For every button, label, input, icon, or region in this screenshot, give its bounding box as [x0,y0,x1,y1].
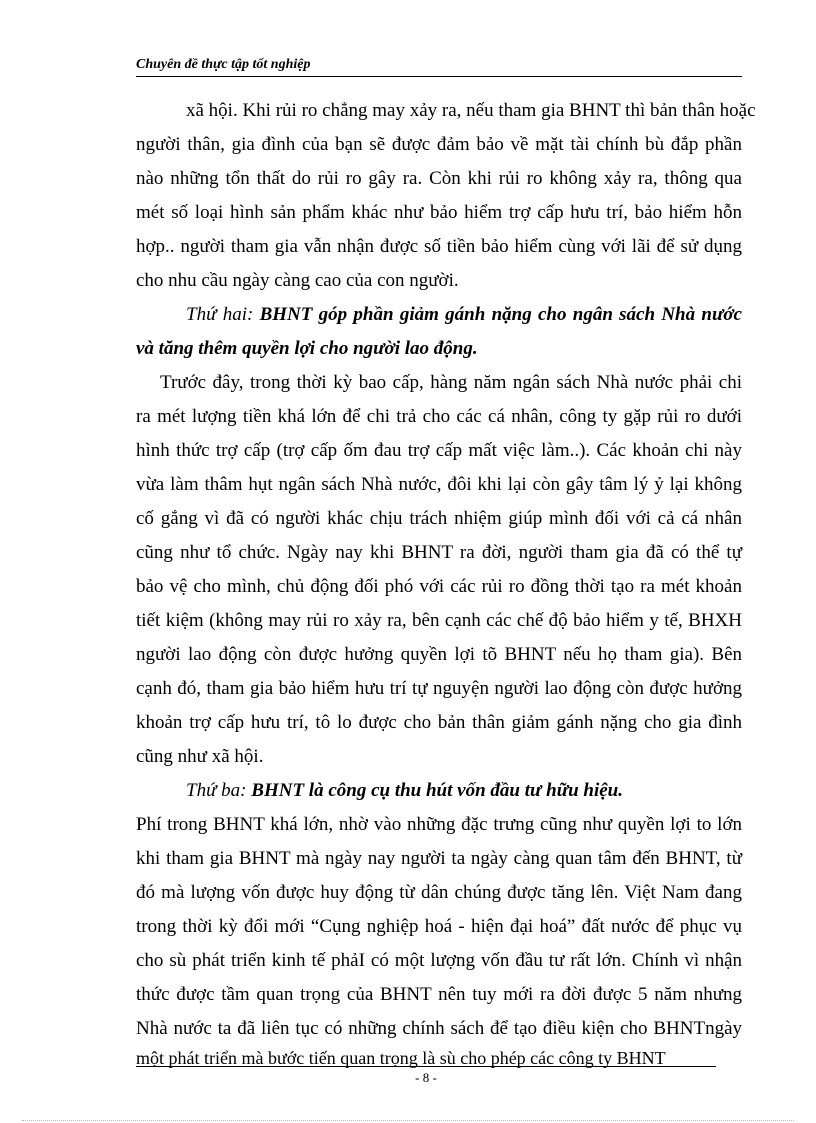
para2-line-8: tiết kiệm (không may rủi ro xảy ra, bên cạnh các chế độ bảo hiểm y tế, BHXH [136,610,742,631]
para1-line-3: nào những tổn thất do rủi ro gây ra. Còn khi rủi ro không xảy ra, thông qua [136,168,742,189]
para1-line-2: người thân, gia đình của bạn sẽ được đảm bảo về mặt tài chính bù đắp phần [136,134,742,155]
para3-line-4: trong thời kỳ đổi mới “Cụng nghiệp hoá - hiện đại hoá” đất nước để phục vụ [136,916,742,937]
para3-line-5: cho sù phát triển kinh tế phảI có một lượng vốn đầu tư rất lớn. Chính vì nhận [136,950,742,971]
para1-line-5: hợp.. người tham gia vẫn nhận được số tiền bảo hiểm cùng với lãi để sử dụng [136,236,742,257]
para2-line-9: người lao động còn được hưởng quyền lợi tõ BHNT nếu họ tham gia). Bên [136,644,742,665]
page-number: - 8 - [415,1070,437,1085]
heading-3-lead: Thứ ba: [186,780,247,801]
para2-line-4: vừa làm thâm hụt ngân sách Nhà nước, đôi khi lại còn gây tâm lý ỷ lại không [136,474,742,495]
para2-line-6: cũng như tổ chức. Ngày nay khi BHNT ra đời, người tham gia đã có thể tự [136,542,742,563]
heading-2-line-2: và tăng thêm quyền lợi cho người lao động. [136,338,478,359]
para1-line-6: cho nhu cầu ngày càng cao của con người. [136,270,459,291]
para3-line-2: khi tham gia BHNT mà ngày nay người ta ngày càng quan tâm đến BHNT, từ [136,848,742,869]
para3-line-6: thức được tầm quan trọng của BHNT nên tuy mới ra đời được 5 năm nhưng [136,984,742,1005]
para2-line-7: bảo vệ cho mình, chủ động đối phó với các rủi ro đồng thời tạo ra mét khoản [136,576,742,597]
para2-line-3: hình thức trợ cấp (trợ cấp ốm đau trợ cấp mất việc làm..). Các khoản chi này [136,440,742,461]
para2-line-1: Trước đây, trong thời kỳ bao cấp, hàng năm ngân sách Nhà nước phải chi [160,372,742,393]
para3-line-3: đó mà lượng vốn được huy động từ dân chúng được tăng lên. Việt Nam đang [136,882,742,903]
section-heading-3 [186,780,742,802]
para3-line-8: một phát triển mà bước tiến quan trọng là sù cho phép các công ty BHNT [136,1048,666,1068]
running-header: Chuyên đề thực tập tốt nghiệp [136,57,742,77]
para1-line-4: mét số loại hình sản phẩm khác như bảo hiểm trợ cấp hưu trí, bảo hiểm hỗn [136,202,742,223]
para2-line-12: cũng như xã hội. [136,746,264,767]
footer-rule [136,1066,716,1067]
para1-line-1: xã hội. Khi rủi ro chẳng may xảy ra, nếu tham gia BHNT thì bản thân hoặc [186,100,756,121]
heading-3-line-1: BHNT là công cụ thu hút vốn đầu tư hữu hiệu. [246,780,623,801]
para3-line-7: Nhà nước ta đã liên tục có những chính sách để tạo điều kiện cho BHNTngày [136,1018,742,1039]
section-heading-2 [186,304,742,326]
page-bottom-dotted-border [22,1120,794,1121]
heading-2-lead: Thứ hai: [186,304,254,325]
para2-line-10: cạnh đó, tham gia bảo hiểm hưu trí tự nguyện người lao động còn được hưởng [136,678,742,699]
para2-line-5: cố gắng vì đã có người khác chịu trách nhiệm giúp mình đối với cả cá nhân [136,508,742,529]
heading-2-line-1: BHNT góp phần giảm gánh nặng cho ngân sách Nhà nước [253,304,742,325]
para2-line-2: ra mét lượng tiền khá lớn để chi trả cho các cá nhân, công ty gặp rủi ro dưới [136,406,742,427]
para3-line-1: Phí trong BHNT khá lớn, nhờ vào những đặc trưng cũng như quyền lợi to lớn [136,814,742,835]
para2-line-11: khoản trợ cấp hưu trí, tô lo được cho bản thân giảm gánh nặng cho gia đình [136,712,742,733]
